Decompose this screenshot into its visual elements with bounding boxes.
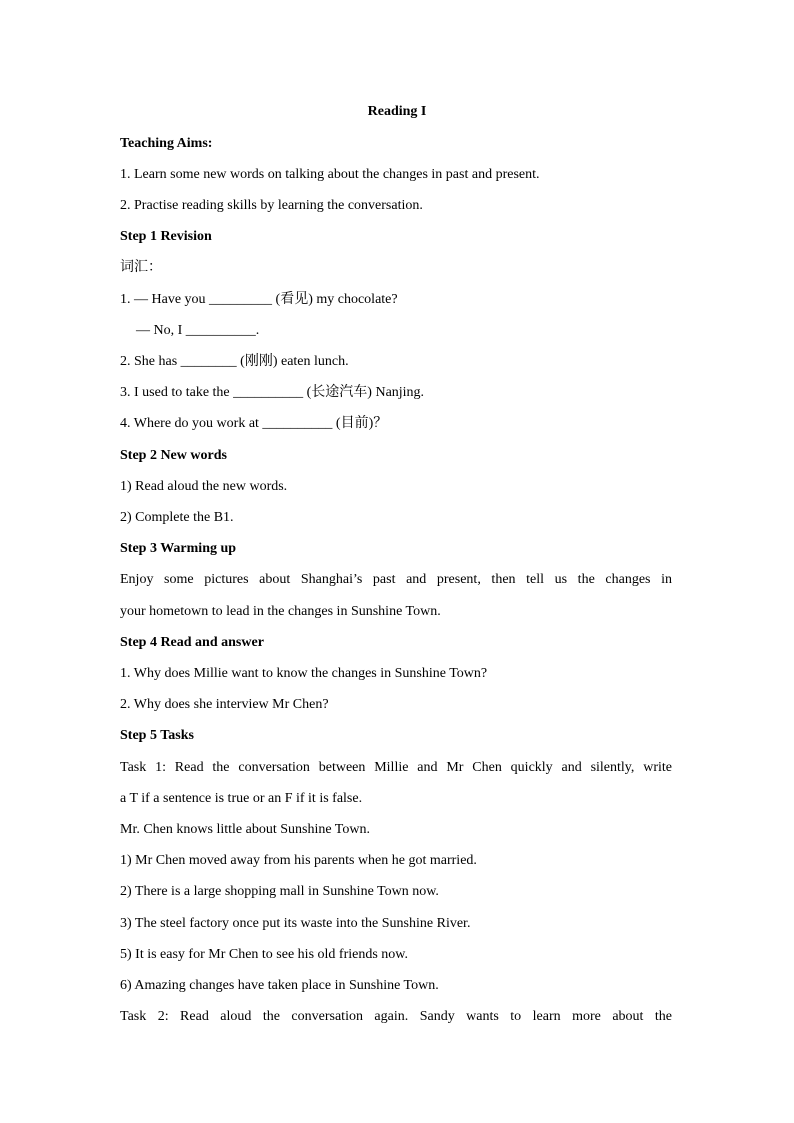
revision-item: 1. — Have you _________ (看见) my chocolate?	[120, 292, 398, 307]
step2-heading: Step 2 New words	[120, 448, 227, 463]
revision-item: — No, I __________.	[136, 323, 260, 338]
warming-up-paragraph-line: your hometown to lead in the changes in Sunshine Town.	[120, 604, 441, 619]
task1-statement: 2) There is a large shopping mall in Sunshine Town now.	[120, 884, 439, 899]
step5-heading: Step 5 Tasks	[120, 728, 194, 743]
task1-statement: 1) Mr Chen moved away from his parents when he got married.	[120, 853, 477, 868]
task1-statement: 6) Amazing changes have taken place in Sunshine Town.	[120, 978, 439, 993]
revision-item: 3. I used to take the __________ (长途汽车) Nanjing.	[120, 385, 425, 400]
task1-instruction-line: Task 1: Read the conversation between Millie and Mr Chen quickly and silently, write	[120, 760, 672, 775]
aim-item: 1. Learn some new words on talking about the changes in past and present.	[120, 167, 540, 182]
aim-item: 2. Practise reading skills by learning the conversation.	[120, 198, 423, 213]
page-title: Reading I	[367, 104, 427, 119]
question-item: 1. Why does Millie want to know the changes in Sunshine Town?	[120, 666, 488, 681]
teaching-aims-heading: Teaching Aims:	[120, 136, 213, 151]
revision-item: 4. Where do you work at __________ (目前)？	[120, 416, 388, 431]
step1-heading: Step 1 Revision	[120, 229, 212, 244]
task1-statement: Mr. Chen knows little about Sunshine Town.	[120, 822, 370, 837]
revision-item: 2. She has ________ (刚刚) eaten lunch.	[120, 354, 349, 369]
step3-heading: Step 3 Warming up	[120, 541, 237, 556]
vocabulary-label: 词汇：	[120, 260, 162, 275]
task2-instruction-line: Task 2: Read aloud the conversation again. Sandy wants to learn more about the	[120, 1009, 672, 1024]
question-item: 2. Why does she interview Mr Chen?	[120, 697, 329, 712]
task1-statement: 5) It is easy for Mr Chen to see his old friends now.	[120, 947, 408, 962]
new-words-item: 2) Complete the B1.	[120, 510, 234, 525]
step4-heading: Step 4 Read and answer	[120, 635, 264, 650]
warming-up-paragraph-line: Enjoy some pictures about Shanghai’s past and present, then tell us the changes in	[120, 572, 672, 587]
new-words-item: 1) Read aloud the new words.	[120, 479, 288, 494]
task1-statement: 3) The steel factory once put its waste into the Sunshine River.	[120, 916, 471, 931]
task1-instruction-line: a T if a sentence is true or an F if it is false.	[120, 791, 363, 806]
